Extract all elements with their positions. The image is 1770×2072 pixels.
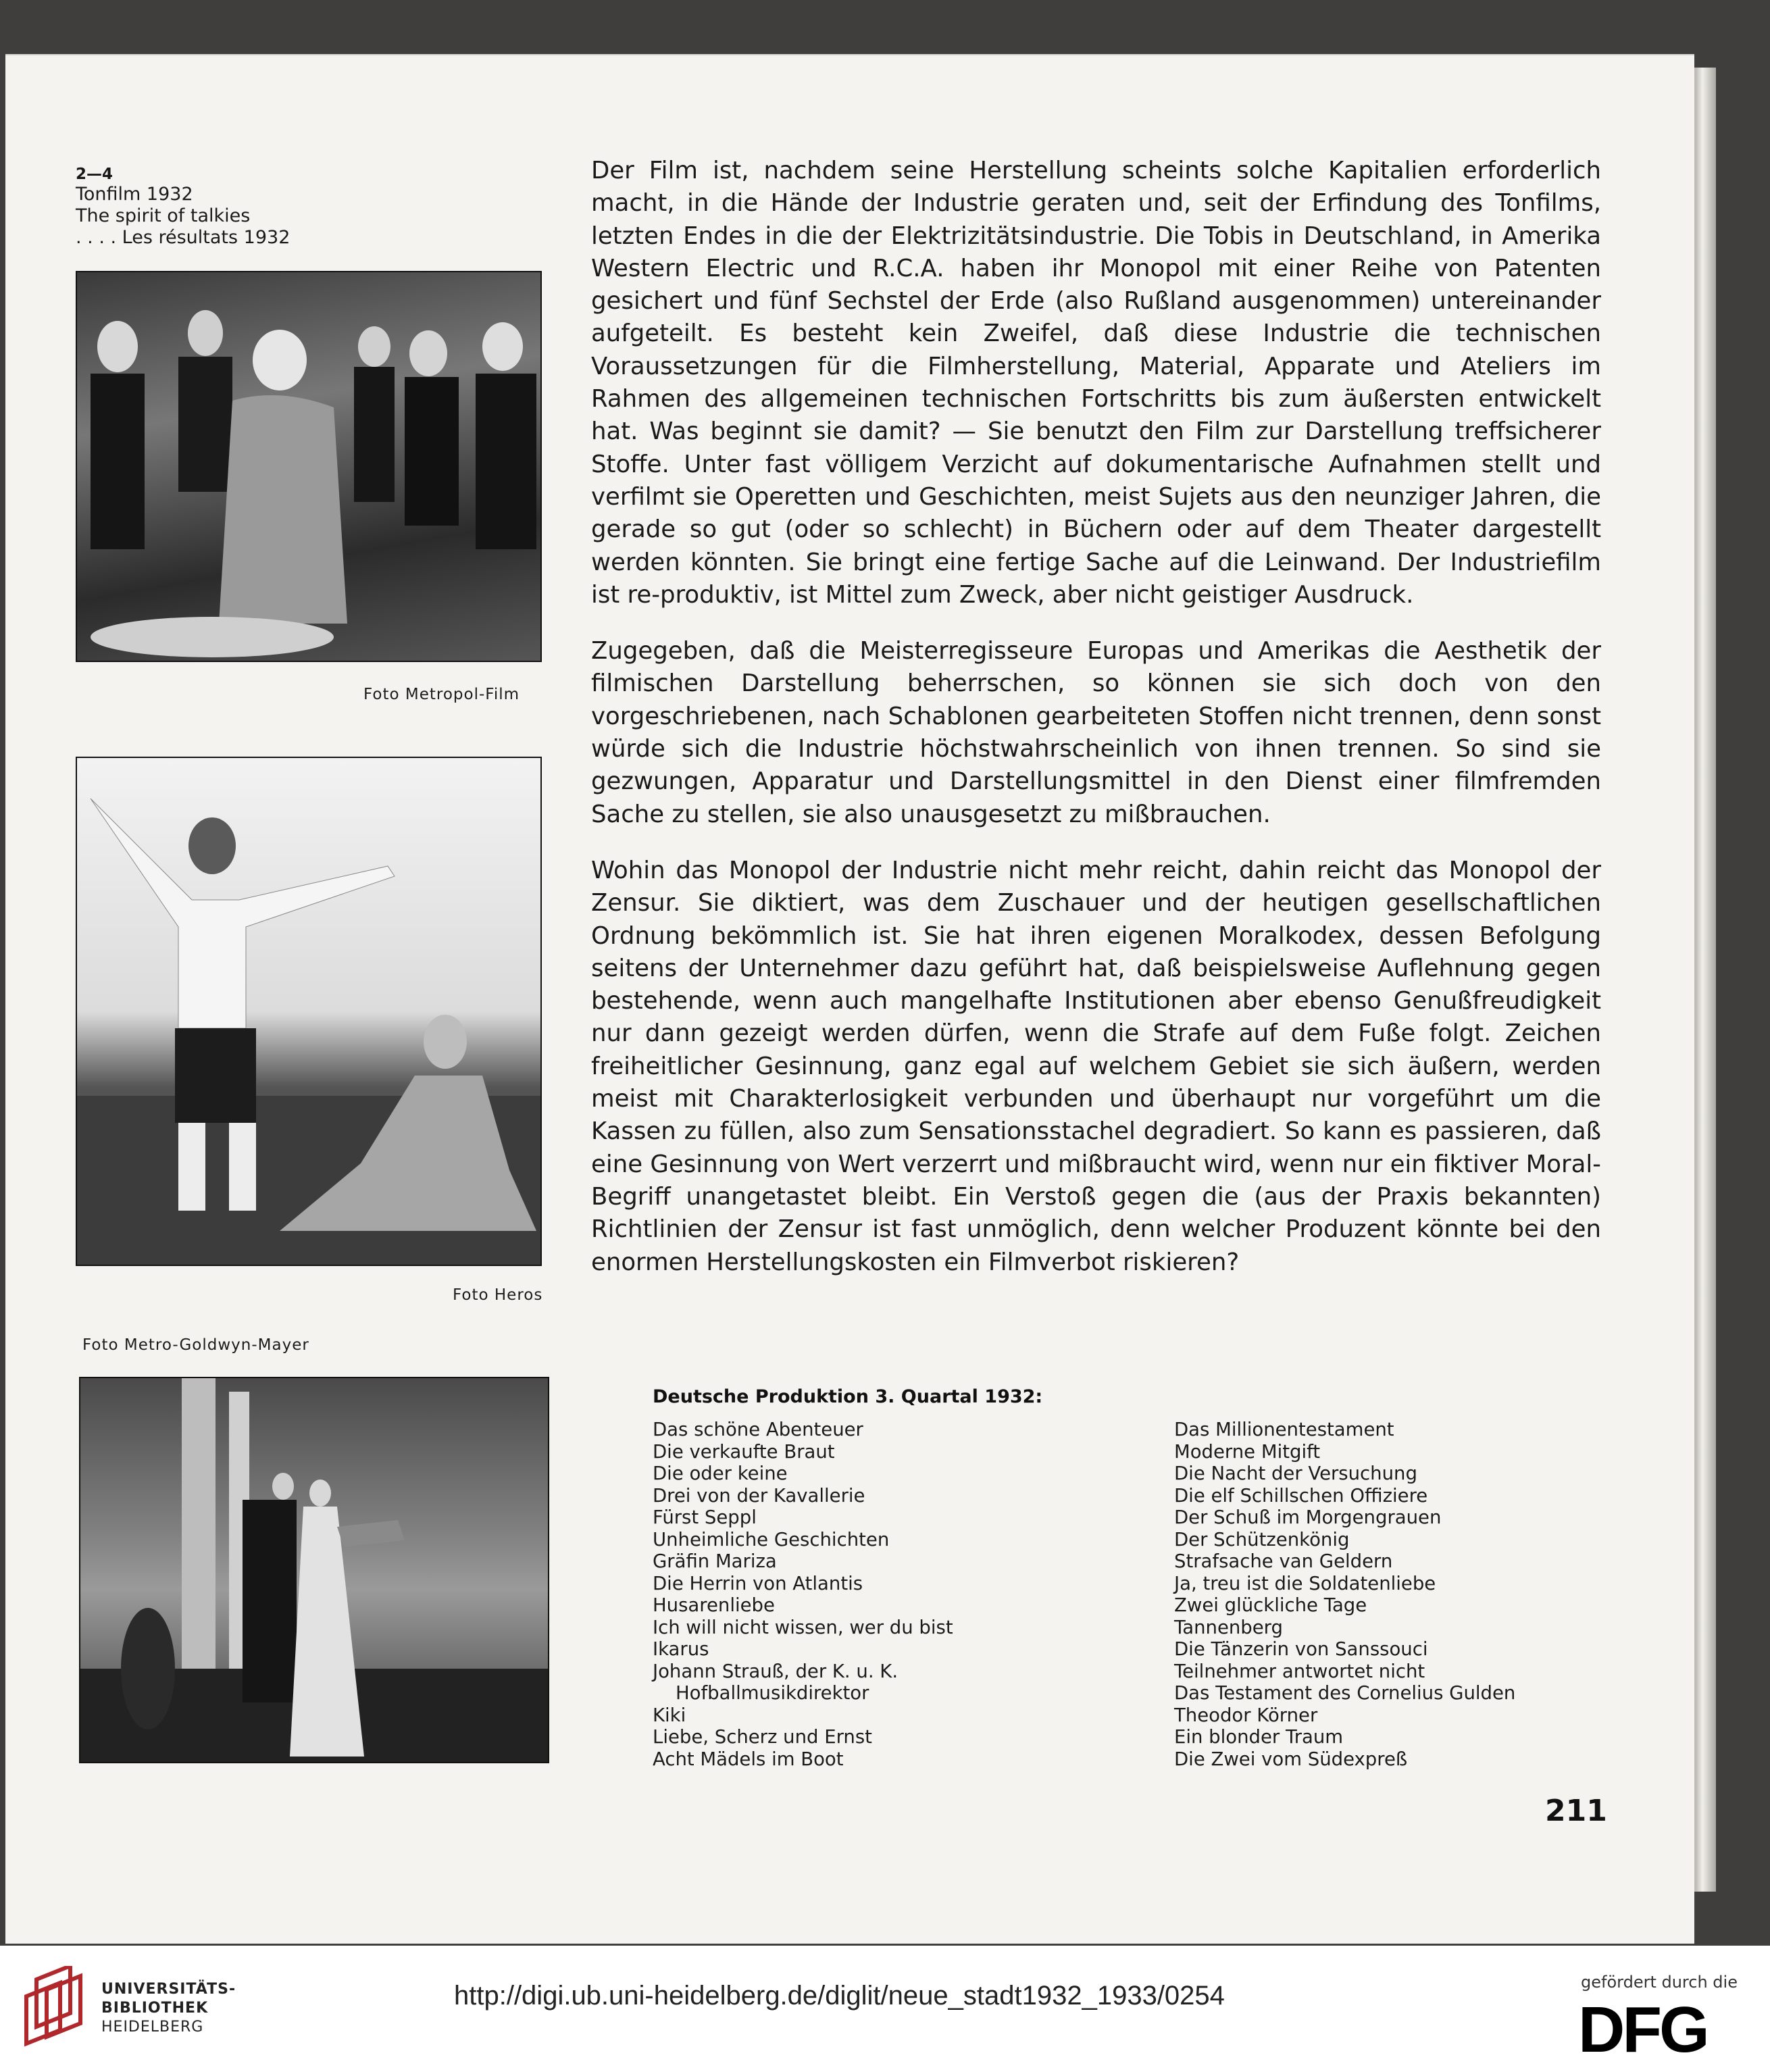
- film-title: Tannenberg: [1174, 1616, 1283, 1638]
- film-still-couple-scene: [79, 1377, 549, 1763]
- figure-number: 2—4: [76, 166, 113, 183]
- page-number: 211: [1545, 1794, 1607, 1828]
- film-title-continuation: Hofballmusikdirektor: [676, 1682, 869, 1704]
- library-logo-icon[interactable]: [23, 1966, 91, 2047]
- film-title: Theodor Körner: [1174, 1704, 1318, 1726]
- article-body: [591, 155, 1601, 1303]
- film-title: Die elf Schillschen Offiziere: [1174, 1484, 1428, 1507]
- film-title: Unheimliche Geschichten: [653, 1528, 890, 1550]
- film-title: Ja, treu ist die Soldatenliebe: [1174, 1572, 1436, 1594]
- film-title: Ein blonder Traum: [1174, 1726, 1344, 1748]
- film-title: Husarenliebe: [653, 1594, 775, 1616]
- film-title: Ikarus: [653, 1638, 709, 1660]
- film-title: Die oder keine: [653, 1463, 788, 1484]
- film-title: Das Testament des Cornelius Gulden: [1174, 1682, 1516, 1704]
- film-title: Moderne Mitgift: [1174, 1440, 1321, 1463]
- film-title: Kiki: [653, 1704, 686, 1726]
- film-title: Die Tänzerin von Sanssouci: [1174, 1638, 1428, 1660]
- figure-caption-line: The spirit of talkies: [76, 205, 251, 226]
- film-title: Das schöne Abenteuer: [653, 1419, 863, 1440]
- photo-placeholder-graphic: [77, 272, 540, 661]
- library-name-line: BIBLIOTHEK: [101, 2000, 209, 2017]
- library-name-line: HEIDELBERG: [101, 2019, 204, 2036]
- film-title: Die Herrin von Atlantis: [653, 1572, 863, 1594]
- production-list-right-column: [1174, 1419, 1515, 1770]
- production-list-title: Deutsche Produktion 3. Quartal 1932:: [653, 1386, 1043, 1407]
- photo-credit: Foto Metro-Goldwyn-Mayer: [82, 1336, 309, 1354]
- film-still-dancer-scene: [76, 757, 542, 1266]
- film-title: Der Schützenkönig: [1174, 1528, 1350, 1550]
- film-title: Die Zwei vom Südexpreß: [1174, 1748, 1408, 1770]
- film-title: Der Schuß im Morgengrauen: [1174, 1507, 1442, 1528]
- photo-placeholder-graphic: [77, 758, 540, 1265]
- article-paragraph: Wohin das Monopol der Industrie nicht mehr reicht, dahin reicht das Monopol der Zensur. Sie diktiert, was dem Zuschauer und der heutigen gesellschaftlichen Ordnung bekömmlich ist. Sie hat ihren eigenen Moralkodex, dessen Befolgung seitens der Unternehmer dazu geführt hat, daß beispielsweise Auflehnung gegen bestehende, wenn auch mangelhafte Institutionen aber ebenso Genußfreudigkeit nur dann gezeigt werden dürfen, wenn die Strafe auf dem Fuße folgt. Zeichen freiheitlicher Gesinnung, ganz egal auf welchem Gebiet sie sich äußern, werden meist mit Charakterlosigkeit verbunden und überhaupt nur vorgeführt um die Kassen zu füllen, also zum Sensationsstachel degradiert. So kann es passieren, daß eine Gesinnung von Wert verzerrt und mißbraucht wird, wenn nur ein fiktiver Moral-Begriff unangetastet bleibt. Ein Verstoß gegen die (aus der Praxis bekannten) Richtlinien der Zensur ist fast unmöglich, denn welcher Produzent könnte bei den enormen Herstellungskosten ein Filmverbot riskieren?: [591, 856, 1601, 1276]
- production-list-left-column: [653, 1419, 953, 1770]
- film-title: Das Millionentestament: [1174, 1419, 1394, 1440]
- film-title: Johann Strauß, der K. u. K.: [653, 1660, 899, 1682]
- figure-caption-line: . . . . Les résultats 1932: [76, 227, 290, 248]
- article-paragraph: Der Film ist, nachdem seine Herstellung scheints solche Kapitalien erforderlich macht, in die Hände der Industrie geraten und, seit der Erfindung des Tonfilms, letzten Endes in die der Elektrizitätsindustrie. Die Tobis in Deutschland, in Amerika Western Electric und R.C.A. haben ihr Monopol mit einer Reihe von Patenten gesichert und fünf Sechstel der Erde (also Rußland ausgenommen) untereinander aufgeteilt. Es besteht kein Zweifel, daß diese Industrie die technischen Voraussetzungen für die Filmherstellung, Material, Apparate und Ateliers im Rahmen des allgemeinen technischen Fortschritts bis zum äußersten entwickelt hat. Was beginnt sie damit? — Sie benutzt den Film zur Darstellung treffsicherer Stoffe. Unter fast völligem Verzicht auf dokumentarische Aufnahmen stellt und verfilmt sie Operetten und Geschichten, meist Sujets aus den neunziger Jahren, die gerade so gut (oder so schlecht) in Büchern oder auf dem Theater dargestellt werden könnten. Sie bringt eine fertige Sache auf die Leinwand. Der Industriefilm ist re-produktiv, ist Mittel zum Zweck, aber nicht geistiger Ausdruck.: [591, 157, 1601, 609]
- film-title: Die verkaufte Braut: [653, 1440, 835, 1463]
- film-title: Die Nacht der Versuchung: [1174, 1463, 1417, 1484]
- figure-caption-line: Tonfilm 1932: [76, 184, 193, 205]
- library-name-line: UNIVERSITÄTS-: [101, 1981, 236, 1998]
- permalink-url[interactable]: http://digi.ub.uni-heidelberg.de/diglit/neue_stadt1932_1933/0254: [454, 1981, 1225, 2011]
- film-title: Drei von der Kavallerie: [653, 1484, 865, 1507]
- film-title: Ich will nicht wissen, wer du bist: [653, 1616, 953, 1638]
- film-title: Strafsache van Geldern: [1174, 1550, 1393, 1572]
- film-still-party-scene: [76, 271, 542, 662]
- article-paragraph: Zugegeben, daß die Meisterregisseure Europas und Amerikas die Aesthetik der filmischen Darstellung beherrschen, so können sie sich doch von den vorgeschriebenen, nach Schablonen gearbeiteten Stoffen nicht trennen, denn sonst würde sich die Industrie höchstwahrscheinlich von ihnen trennen. So sind sie gezwungen, Apparatur und Darstellungsmittel in den Dienst einer filmfremden Sache zu stellen, sie also unausgesetzt zu mißbrauchen.: [591, 637, 1601, 828]
- funded-by-label: gefördert durch die: [1581, 1973, 1738, 1992]
- film-title: Fürst Seppl: [653, 1507, 757, 1528]
- photo-credit: Foto Metropol-Film: [363, 686, 520, 703]
- photo-credit: Foto Heros: [453, 1286, 543, 1304]
- film-title: Zwei glückliche Tage: [1174, 1594, 1367, 1616]
- photo-placeholder-graphic: [80, 1378, 548, 1762]
- film-title: Gräfin Mariza: [653, 1550, 777, 1572]
- film-title: Teilnehmer antwortet nicht: [1174, 1660, 1425, 1682]
- film-title: Acht Mädels im Boot: [653, 1748, 844, 1770]
- film-title: Liebe, Scherz und Ernst: [653, 1726, 872, 1748]
- dfg-logo[interactable]: DFG: [1578, 1994, 1707, 2066]
